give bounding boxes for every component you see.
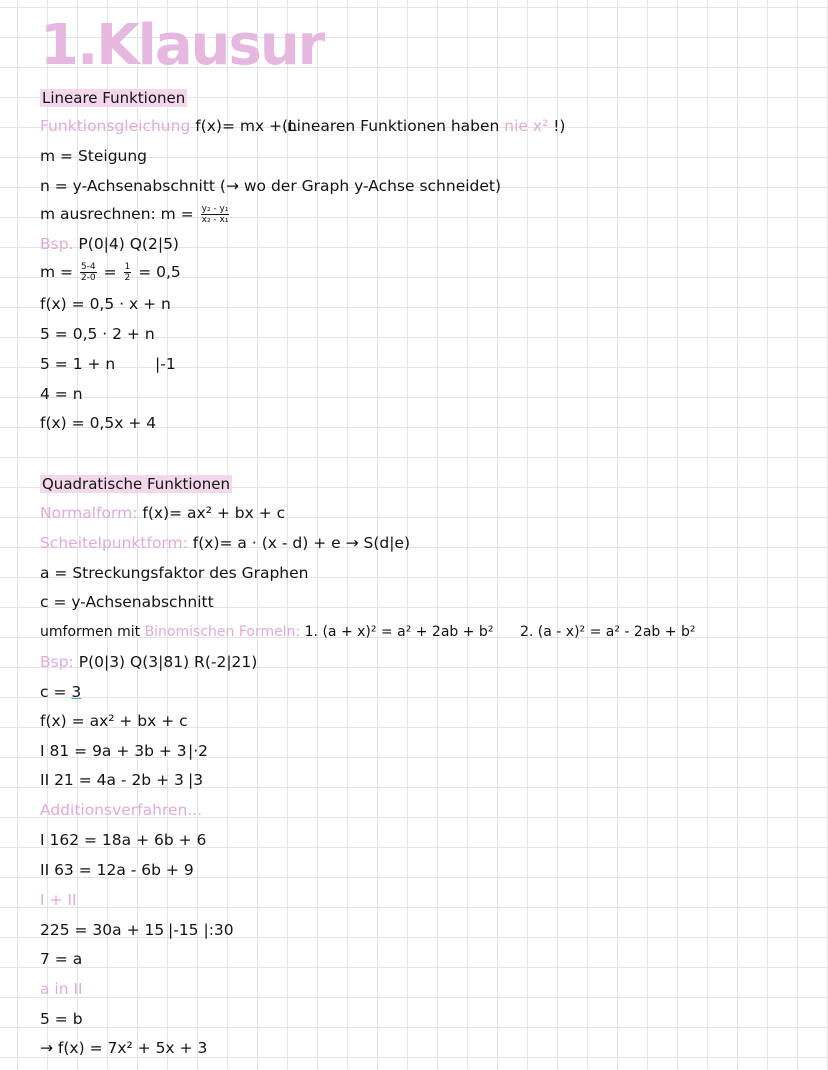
slope-fraction (201, 204, 230, 225)
function-equation-line (40, 116, 297, 136)
a-definition: a = Streckungsfaktor des Graphen (40, 564, 309, 582)
binomial-2: 2. (a - x)² = a² - 2ab + b² (520, 624, 696, 640)
m-ex-num1: 5-4 (80, 262, 96, 272)
linear-step-4: 4 = n (40, 385, 83, 403)
linear-note (282, 116, 565, 136)
linear-section (40, 88, 187, 108)
c-definition: c = y-Achsenabschnitt (40, 593, 214, 611)
m-calc-line (40, 204, 231, 225)
note-pre: (Linearen Funktionen haben (282, 117, 500, 135)
c-line-pre: c = (40, 683, 72, 701)
umformen-pre: umformen mit (40, 624, 141, 640)
m-definition: m = Steigung (40, 147, 148, 165)
section-heading-quadratic: Quadratische Funktionen (42, 475, 230, 493)
equation-5: 225 = 30a + 15 (40, 921, 165, 939)
linear-step-2: 5 = 0,5 · 2 + n (40, 325, 155, 343)
m-ex-num2: 1 (124, 262, 131, 272)
quadratic-example-line (40, 652, 257, 672)
equation-2-op: |3 (188, 771, 204, 789)
linear-step-3-op: |-1 (155, 355, 176, 373)
sum-label: I + II (40, 891, 77, 909)
scheitel-label: Scheitelpunktform: (40, 534, 188, 552)
m-ex-den1: 2-0 (80, 273, 96, 283)
binom-label: Binomischen Formeln: (144, 624, 301, 640)
section-heading-linear: Lineare Funktionen (42, 89, 186, 107)
normal-eq: f(x)= ax² + bx + c (142, 504, 286, 522)
equation-5-op: |-15 |:30 (168, 921, 234, 939)
m-ex-fraction-1 (80, 262, 97, 283)
bsp-points: P(0|4) Q(2|5) (78, 235, 179, 253)
normal-label: Normalform: (40, 504, 138, 522)
m-example-line: m = $\frac{5-4}{2-0}$ = $\frac{1}{2}$ = 0,5 (40, 262, 181, 283)
m-ex-result: = 0,5 (138, 263, 181, 281)
scheitel-eq: f(x)= a · (x - d) + e → S(d|e) (192, 534, 411, 552)
m-ex-den2: 2 (124, 273, 131, 283)
note-nie: nie x² (504, 117, 549, 135)
equation-3: I 162 = 18a + 6b + 6 (40, 831, 207, 849)
equation-6: 7 = a (40, 950, 83, 968)
func-eq: f(x)= mx + n (195, 117, 297, 135)
m-calc-pre: m ausrechnen: m = (40, 205, 194, 223)
linear-result: f(x) = 0,5x + 4 (40, 414, 157, 432)
slope-numerator: y₂ - y₁ (201, 204, 229, 214)
m-ex-fraction-2 (124, 262, 132, 283)
quadratic-section (40, 474, 232, 494)
binom1: 1. (a + x)² = a² + 2ab + b² (304, 624, 494, 640)
slope-denominator: x₂ - x₁ (201, 215, 229, 225)
n-definition: n = y-Achsenabschnitt (→ wo der Graph y-Achse schneidet) (40, 177, 502, 195)
equation-1-op: |·2 (188, 742, 209, 760)
equation-7: 5 = b (40, 1010, 83, 1028)
quadratic-fx: f(x) = ax² + bx + c (40, 712, 188, 730)
addition-method-label: Additionsverfahren... (40, 801, 203, 819)
vertex-form-line (40, 533, 410, 553)
normal-form-line (40, 503, 285, 523)
quadratic-result: → f(x) = 7x² + 5x + 3 (40, 1039, 208, 1057)
binomial-line (40, 622, 493, 642)
bsp-label-quadratic: Bsp: (40, 653, 74, 671)
m-ex-pre: m = (40, 263, 74, 281)
linear-example-line (40, 234, 179, 254)
equation-1: I 81 = 9a + 3b + 3 (40, 742, 187, 760)
equation-2: II 21 = 4a - 2b + 3 (40, 771, 184, 789)
c-value-line (40, 682, 81, 702)
bsp-label: Bsp. (40, 235, 74, 253)
linear-step-3: 5 = 1 + n (40, 355, 116, 373)
func-label: Funktionsgleichung (40, 117, 191, 135)
equation-4: II 63 = 12a - 6b + 9 (40, 861, 194, 879)
note-post: !) (553, 117, 566, 135)
bsp-points-quadratic: P(0|3) Q(3|81) R(-2|21) (78, 653, 258, 671)
page-title: 1.Klausur (40, 13, 324, 78)
linear-step-1: f(x) = 0,5 · x + n (40, 295, 171, 313)
a-in-label: a in II (40, 980, 83, 998)
c-line-val: 3 (71, 683, 82, 701)
